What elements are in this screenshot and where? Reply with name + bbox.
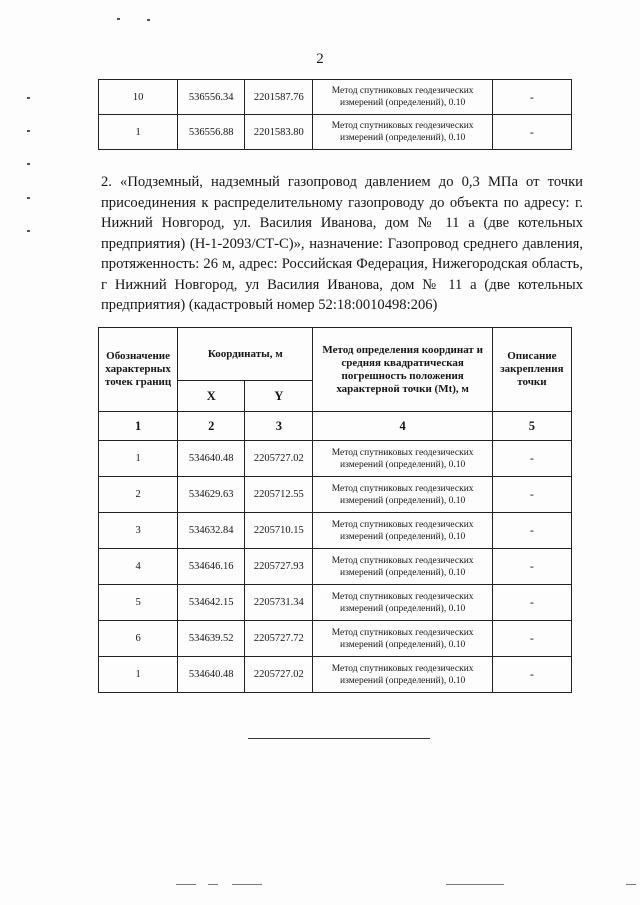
object-description-paragraph: 2. «Подземный, надземный газопровод давлением до 0,3 МПа от точки присоединения к распределительному газопроводу до объекта по адресу: г. Нижний Новгород, ул. Василия Иванова, дом № 11 а (две котельных предприятия) (Н-1-2093/СТ-С)», назначение: Газопровод среднего давления, протяженность: 26 м, адрес: Российская Федерация, Нижегородская область, г Нижний Новгород, ул Василия Иванова, дом № 11 а (две котельных предприятия) (кадастровый номер 52:18:0010498:206) (101, 174, 583, 313)
description-cell: - (492, 513, 571, 549)
method-line-2: измерений (определений), 0.10 (340, 459, 466, 470)
table-row (99, 585, 572, 621)
table-row (99, 549, 572, 585)
description-cell: - (492, 80, 571, 115)
method-cell (313, 585, 492, 621)
y-cell: 2205727.72 (245, 621, 313, 657)
description-cell: - (492, 115, 571, 150)
method-line-2: измерений (определений), 0.10 (340, 98, 466, 108)
page-number: 2 (316, 51, 324, 67)
closing-rule (248, 738, 430, 739)
y-cell: 2201583.80 (245, 115, 313, 150)
table-row (99, 441, 572, 477)
scan-mark (27, 197, 30, 199)
scan-mark (27, 163, 30, 165)
table-row (99, 80, 572, 115)
table-row (99, 513, 572, 549)
x-cell: 534646.16 (178, 549, 245, 585)
header-designation: Обозначение характерных точек границ (99, 328, 178, 412)
table-row (99, 657, 572, 693)
scan-mark (27, 97, 30, 99)
description-cell: - (492, 585, 571, 621)
method-cell (313, 621, 492, 657)
method-line-2: измерений (определений), 0.10 (340, 567, 466, 578)
y-cell: 2205727.02 (245, 441, 313, 477)
method-line-1: Метод спутниковых геодезических (331, 483, 474, 494)
scan-mark (27, 230, 30, 232)
method-line-2: измерений (определений), 0.10 (340, 675, 466, 686)
scan-mark (626, 884, 636, 885)
y-cell: 2201587.76 (245, 80, 313, 115)
point-cell: 5 (99, 585, 178, 621)
table-row (99, 621, 572, 657)
method-cell (313, 477, 492, 513)
top-coordinates-table (98, 79, 572, 150)
y-cell: 2205727.02 (245, 657, 313, 693)
method-cell (313, 549, 492, 585)
x-cell: 534629.63 (178, 477, 245, 513)
header-method: Метод определения координат и средняя квадратическая погрешность положения характерной точки (Mt), м (313, 328, 492, 412)
point-cell: 6 (99, 621, 178, 657)
method-cell (313, 115, 492, 150)
scan-mark (446, 884, 504, 885)
method-line-1: Метод спутниковых геодезических (331, 663, 474, 674)
method-cell (313, 657, 492, 693)
column-number: 2 (178, 412, 245, 441)
table-row (99, 115, 572, 150)
description-cell: - (492, 621, 571, 657)
header-x: X (178, 381, 245, 412)
method-cell (313, 80, 492, 115)
x-cell: 534639.52 (178, 621, 245, 657)
method-line-1: Метод спутниковых геодезических (331, 447, 474, 458)
method-line-1: Метод спутниковых геодезических (331, 591, 474, 602)
method-cell (313, 513, 492, 549)
column-number: 1 (99, 412, 178, 441)
method-line-1: Метод спутниковых геодезических (331, 86, 474, 96)
y-cell: 2205710.15 (245, 513, 313, 549)
column-number: 3 (245, 412, 313, 441)
header-coordinates: Координаты, м (178, 328, 313, 381)
header-y: Y (245, 381, 313, 412)
scan-mark (27, 130, 30, 132)
scan-mark (232, 884, 262, 885)
y-cell: 2205727.93 (245, 549, 313, 585)
x-cell: 534640.48 (178, 441, 245, 477)
scan-mark (117, 18, 120, 20)
method-cell (313, 441, 492, 477)
point-cell: 1 (99, 115, 178, 150)
method-line-1: Метод спутниковых геодезических (331, 627, 474, 638)
method-line-2: измерений (определений), 0.10 (340, 639, 466, 650)
method-line-1: Метод спутниковых геодезических (331, 121, 474, 131)
point-cell: 10 (99, 80, 178, 115)
point-cell: 1 (99, 657, 178, 693)
description-cell: - (492, 657, 571, 693)
y-cell: 2205731.34 (245, 585, 313, 621)
scan-mark (176, 884, 196, 885)
point-cell: 1 (99, 441, 178, 477)
header-description: Описание закрепления точки (492, 328, 571, 412)
point-cell: 3 (99, 513, 178, 549)
x-cell: 536556.34 (178, 80, 245, 115)
x-cell: 536556.88 (178, 115, 245, 150)
method-line-2: измерений (определений), 0.10 (340, 603, 466, 614)
method-line-1: Метод спутниковых геодезических (331, 555, 474, 566)
column-number: 5 (492, 412, 571, 441)
table-row (99, 477, 572, 513)
method-line-2: измерений (определений), 0.10 (340, 495, 466, 506)
description-cell: - (492, 549, 571, 585)
point-cell: 4 (99, 549, 178, 585)
column-number: 4 (313, 412, 492, 441)
scan-mark (208, 884, 218, 885)
method-line-1: Метод спутниковых геодезических (331, 519, 474, 530)
main-coordinates-table (98, 327, 572, 693)
point-cell: 2 (99, 477, 178, 513)
method-line-2: измерений (определений), 0.10 (340, 133, 466, 143)
method-line-2: измерений (определений), 0.10 (340, 531, 466, 542)
x-cell: 534640.48 (178, 657, 245, 693)
x-cell: 534642.15 (178, 585, 245, 621)
description-cell: - (492, 441, 571, 477)
x-cell: 534632.84 (178, 513, 245, 549)
description-cell: - (492, 477, 571, 513)
scan-mark (147, 19, 150, 21)
y-cell: 2205712.55 (245, 477, 313, 513)
